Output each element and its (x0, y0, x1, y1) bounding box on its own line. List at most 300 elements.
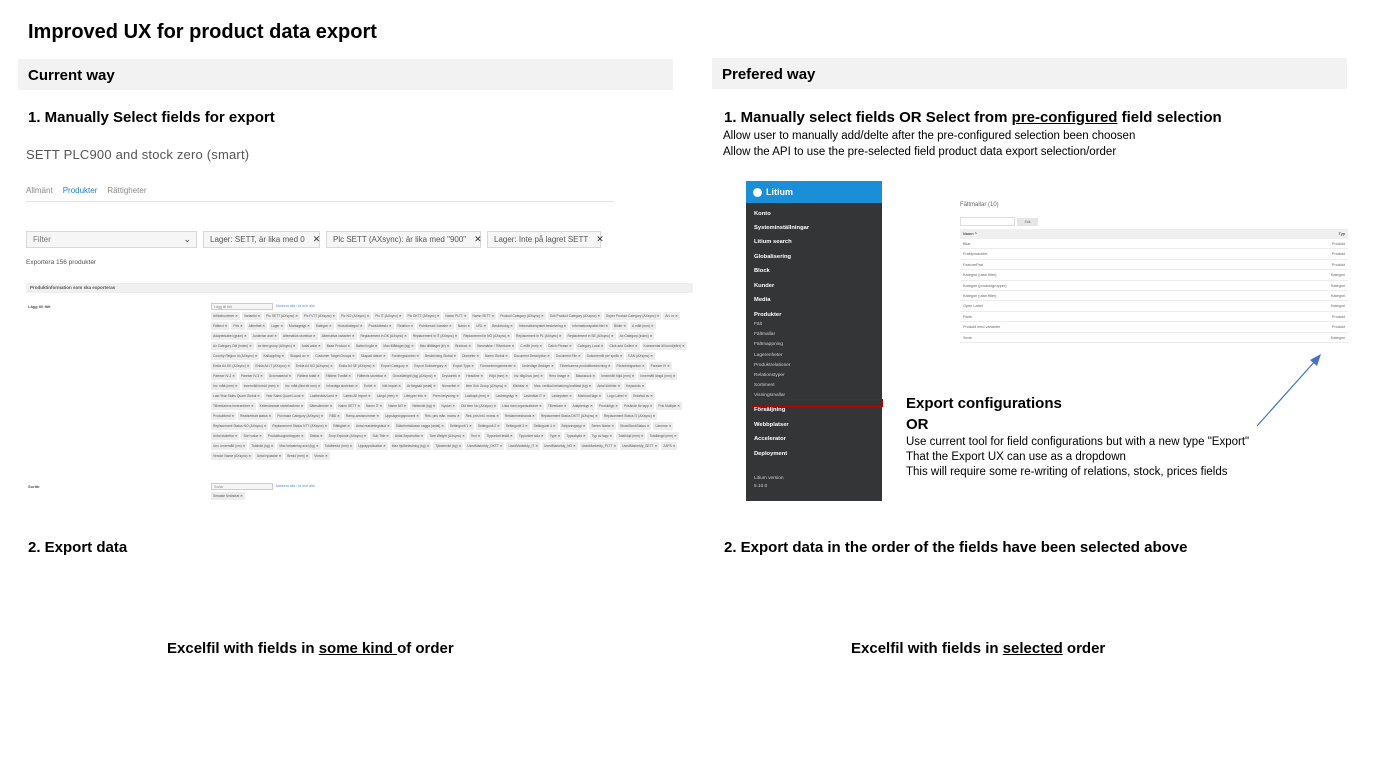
tab-divider (26, 201, 614, 202)
field-chip[interactable]: Antal reasteringsbud ✕ (354, 422, 392, 430)
sidebar-item[interactable]: Konto (754, 211, 771, 217)
field-chip[interactable]: Year Sales Quant Local ✕ (264, 392, 306, 400)
field-chip[interactable]: Prem belysning ✕ (431, 392, 461, 400)
field-chip[interactable]: Product Category (AXsync) ✕ (498, 312, 546, 320)
field-chip[interactable]: Klickbar ✕ (511, 382, 530, 390)
field-chip[interactable]: Vinsch ✕ (312, 452, 329, 460)
arrow-icon (1250, 350, 1330, 430)
field-chip[interactable]: C mått (mm) ✕ (518, 342, 544, 350)
field-chip[interactable]: Kommentar till kund(eller) ✕ (642, 342, 687, 350)
field-chip[interactable]: Justerbar axel ✕ (251, 332, 279, 340)
filter-chip[interactable] (326, 231, 481, 248)
field-chip[interactable]: Inv. tillgl.hus (cm) ✕ (512, 372, 545, 380)
field-chip[interactable]: Publicerad i kanaler ✕ (417, 322, 454, 330)
field-chip[interactable]: Underläge Ärskiger ✕ (520, 362, 556, 370)
field-chip[interactable]: Grovmaterial ✕ (267, 372, 293, 380)
field-chip[interactable]: Item Sub Group (AXsync) ✕ (464, 382, 509, 390)
field-chip[interactable]: Informationspaket beskrivning ✕ (517, 322, 568, 330)
row-name: Produkt med varianter (963, 325, 1001, 330)
field-chip[interactable]: Document Description ✕ (512, 352, 552, 360)
field-chip[interactable]: Drystorlek ✕ (440, 372, 462, 380)
field-chip[interactable]: Antal körbiter ✕ (595, 382, 622, 390)
field-chip[interactable]: Fälttexts storlekar ✕ (355, 372, 389, 380)
field-chip[interactable]: Rek. pris mån. moms ✕ (423, 412, 462, 420)
field-chip[interactable]: Uppsägningsprocent ✕ (383, 412, 421, 420)
field-chip[interactable]: Reklammeshands ✕ (503, 412, 537, 420)
field-chip[interactable]: UsedMarketdy_SETT ✕ (620, 442, 659, 450)
field-templates-search-input[interactable] (960, 217, 1015, 226)
field-chip[interactable]: Purchase Category (AXsync) ✕ (275, 412, 325, 420)
field-chip[interactable]: UsedMarketdy_DKTT ✕ (465, 442, 504, 450)
field-chip[interactable]: Namn PLTT ✕ (443, 312, 468, 320)
field-chip[interactable]: Enkla A4 NO (AXsync) ✕ (294, 362, 335, 370)
sidebar-item[interactable]: Block (754, 268, 770, 274)
field-chip[interactable]: Export Category ✕ (379, 362, 410, 370)
field-chip[interactable]: Lastsystem ✕ (550, 392, 574, 400)
field-chip[interactable]: Settingunit 4 ✕ (532, 422, 558, 430)
close-icon[interactable]: ✕ (474, 234, 482, 244)
field-chip[interactable]: Längd (mm) ✕ (375, 392, 400, 400)
field-chip[interactable]: Series Name ✕ (589, 422, 616, 430)
field-chip[interactable]: Ramp-anvisnummer ✕ (344, 412, 381, 420)
field-chip[interactable]: Tillverkarens produktbeskrivning ✕ (558, 362, 613, 370)
field-chip[interactable]: Produktsupportlappen ✕ (266, 432, 306, 440)
field-chip[interactable]: Typsakydd ✕ (564, 432, 587, 440)
field-chip[interactable]: Bilder ✕ (612, 322, 628, 330)
field-chip[interactable]: Alternativa storlekar ✕ (281, 332, 318, 340)
field-templates-table (960, 229, 1348, 343)
sidebar-item[interactable]: Accelerator (754, 436, 786, 442)
field-chip[interactable]: Huvudkategori ✕ (336, 322, 365, 330)
field-chip[interactable]: RBD ✕ (327, 412, 342, 420)
sidebar-header (746, 181, 882, 203)
field-chip[interactable]: Namn SETT ✕ (471, 312, 497, 320)
export-line: Use current tool for field configurations but with a new type "Export" (906, 436, 1250, 448)
export-configurations-title (906, 393, 1062, 435)
field-chip[interactable]: Tillverkarens leverantörer ✕ (211, 402, 256, 410)
field-chip[interactable]: Base Product ✕ (325, 342, 352, 350)
filter-chip-label: Lager: SETT, är lika med 0 (210, 235, 305, 244)
field-chip[interactable]: Diameter ✕ (460, 352, 481, 360)
field-chip[interactable]: Skapad datum ✕ (359, 352, 388, 360)
sidebar-brand: Litium (766, 187, 793, 197)
field-chip[interactable]: Nettovikt (kg) ✕ (410, 402, 437, 410)
field-chip[interactable]: Sub Product Category (AXsync) ✕ (548, 312, 602, 320)
sidebar-item[interactable]: Systeminställningar (754, 225, 810, 231)
column-type-header[interactable]: Typ (1338, 232, 1345, 236)
field-chip[interactable]: Prisände för lapp ✕ (622, 402, 655, 410)
field-chip[interactable]: Namn IT ✕ (364, 402, 384, 410)
export-profile-title: SETT PLC900 and stock zero (smart) (26, 147, 250, 162)
field-chip[interactable]: Artikelnummer ✕ (211, 312, 240, 320)
sidebar-item[interactable]: Fältmallar (754, 332, 776, 337)
field-chip[interactable]: Pris ✕ (231, 322, 244, 330)
field-chip[interactable]: Pareser IV-3 ✕ (239, 372, 265, 380)
field-chip[interactable]: Replacement in NO (AXsync) ✕ (461, 332, 512, 340)
sort-chip[interactable]: Senaste förändrat ✕ (211, 492, 245, 500)
field-chip[interactable]: Super Product Category (AXsync) ✕ (604, 312, 661, 320)
table-row[interactable] (960, 291, 1348, 301)
field-chip[interactable]: URL ✕ (474, 322, 488, 330)
filter-placeholder: Filter (33, 235, 51, 244)
field-chip[interactable]: Lastbeckts/Land ✕ (308, 392, 340, 400)
field-chip[interactable]: Enhet ✕ (362, 382, 378, 390)
export-count: Exportera 156 produkter (26, 259, 97, 266)
sidebar-item[interactable]: Litium search (754, 239, 792, 245)
field-chip[interactable]: Settingunit 3 ✕ (504, 422, 530, 430)
preferred-excel-note (851, 640, 1105, 657)
table-row[interactable] (960, 333, 1348, 343)
field-chip[interactable]: Höjd (mm) ✕ (487, 372, 510, 380)
field-chip[interactable]: Max hjulbelastning (kg) ✕ (390, 442, 431, 450)
select-all-link[interactable]: Markera alla / ta bort alla (276, 304, 315, 308)
field-chip[interactable]: Lifetyper Info ✕ (402, 392, 429, 400)
field-chip[interactable]: Kalkoppling ✕ (261, 352, 286, 360)
field-chip[interactable]: Inv. mått (fäst ett mm) ✕ (283, 382, 322, 390)
sort-select[interactable] (211, 483, 273, 490)
field-chip[interactable]: Tillverkare ✕ (546, 402, 569, 410)
preferred-step2-heading: 2. Export data in the order of the fields have been selected above (724, 539, 1188, 556)
field-chip[interactable]: Replacement Status DKTT (AXsync) ✕ (539, 412, 600, 420)
field-chip[interactable]: Beskrivning ✕ (490, 322, 515, 330)
field-chip[interactable]: Fordringskonton ✕ (390, 352, 421, 360)
export-line: That the Export UX can use as a dropdown (906, 451, 1126, 463)
field-chip[interactable]: Old item No (AXsync) ✕ (459, 402, 498, 410)
current-excel-prefix: Excelfil with fields in (167, 640, 319, 657)
field-chip[interactable]: Montagetyp ✕ (287, 322, 312, 330)
row-type: Produkt (1331, 314, 1345, 319)
preferred-note-2: Allow the API to use the pre-selected field product data export selection/order (723, 146, 1117, 158)
field-chip[interactable]: Kategori ✕ (314, 322, 334, 330)
field-chip[interactable]: Latest All Import ✕ (342, 392, 373, 400)
field-chip[interactable]: Rättighet ✕ (331, 422, 352, 430)
field-chip[interactable]: Country Region Id (AXsync) ✕ (211, 352, 259, 360)
page-title: Improved UX for product data export (28, 21, 377, 43)
row-name: Serie (963, 335, 972, 340)
table-row[interactable] (960, 281, 1348, 291)
field-chip[interactable]: Inkl.Import ✕ (380, 382, 403, 390)
filter-row (26, 231, 604, 248)
field-chip[interactable]: Innermått höjd (mm) ✕ (599, 372, 636, 380)
field-chip[interactable]: Lager ✕ (269, 322, 285, 330)
table-row[interactable] (960, 301, 1348, 311)
field-chip[interactable]: Blackstock ✕ (574, 372, 597, 380)
field-chip[interactable]: Plc SETT (AXsync) ✕ (264, 312, 300, 320)
field-chip[interactable]: Adapterkabel (gram) ✕ (211, 332, 249, 340)
field-chip[interactable]: Plc NO (AXsync) ✕ (339, 312, 371, 320)
field-chip[interactable]: Max tillåtlaget (kr) ✕ (418, 342, 452, 350)
field-chip[interactable]: Varumärke / Tillverkare ✕ (475, 342, 516, 350)
tab-1[interactable]: Produkter (63, 186, 98, 202)
field-chip[interactable]: Text ✕ (469, 432, 483, 440)
field-chip[interactable]: Max belastning axel (kg) ✕ (277, 442, 320, 450)
table-row[interactable] (960, 312, 1348, 322)
field-chip[interactable]: Click and Collect ✕ (607, 342, 639, 350)
field-chip[interactable]: Antal axlar ✕ (300, 342, 323, 350)
field-chip[interactable]: Settingunit 2 ✕ (476, 422, 502, 430)
field-chip[interactable]: Fälttext ✕ (211, 322, 229, 330)
field-chip[interactable]: Nyckel ✕ (439, 402, 456, 410)
field-chip[interactable]: Settingunit 1 ✕ (448, 422, 474, 430)
field-chip[interactable]: Tippunket sida ✕ (517, 432, 546, 440)
field-chip[interactable]: Realiserbart status ✕ (238, 412, 273, 420)
field-chip[interactable]: Batteri ingår ✕ (354, 342, 379, 350)
field-chip[interactable]: UsedMarketdy_IT ✕ (506, 442, 540, 450)
field-chip[interactable]: Replacement Status NO (AXsync) ✕ (211, 422, 268, 430)
field-chip[interactable]: Säkerhetsklasse nagga (antal) ✕ (394, 422, 446, 430)
field-chip[interactable]: Produktbeskr ✕ (367, 322, 394, 330)
current-excel-note (167, 640, 454, 657)
sidebar-item[interactable]: Relationstyper (754, 373, 785, 378)
field-chip[interactable]: Vendor Name (AXsync) ✕ (211, 452, 253, 460)
field-chip[interactable]: Pris Multiple ✕ (656, 402, 682, 410)
field-chip[interactable]: Tare Weight (AXsync) ✕ (427, 432, 466, 440)
sidebar-item[interactable]: Globalisering (754, 254, 792, 260)
table-row[interactable] (960, 260, 1348, 270)
field-chip[interactable]: Lastkapt (mm) ✕ (463, 392, 492, 400)
field-chip[interactable]: Bredd (mm) ✕ (285, 452, 310, 460)
field-templates-search-button[interactable]: Sök (1017, 218, 1038, 226)
field-chip[interactable]: Max tillåtlaget (kg) ✕ (381, 342, 415, 350)
row-name: Open Label (963, 304, 983, 309)
field-chip[interactable]: Replacement Status NTT (AXsync) ✕ (270, 422, 329, 430)
column-name-header[interactable]: Namn ^ (963, 232, 977, 236)
field-chip[interactable]: Numeritet ✕ (440, 382, 462, 390)
field-chip[interactable]: Antal staketlar ✕ (211, 432, 239, 440)
field-chip[interactable]: Enkla A4 SE (AXsync) ✕ (337, 362, 377, 370)
sort-select-all-link[interactable]: Markera alla / ta bort alla (276, 484, 315, 488)
table-row[interactable] (960, 322, 1348, 332)
field-chip[interactable]: Document File ✕ (554, 352, 583, 360)
preferred-way-band (712, 58, 1347, 89)
field-chip[interactable]: Innermått längd (mm) ✕ (638, 372, 677, 380)
field-chip[interactable]: Totalvikt (kg) ✕ (249, 442, 275, 450)
filter-chip-label: Plc SETT (AXsync): är lika med "900" (333, 235, 467, 244)
sidebar-item[interactable]: Produktrelationer (754, 363, 791, 368)
row-name: Kategori (utan filter) (963, 273, 997, 278)
field-chip[interactable]: Totalbredd (mm) ✕ (323, 442, 355, 450)
field-chip[interactable]: Typ av lapp ✕ (590, 432, 614, 440)
field-chip[interactable]: Variantid ✕ (242, 312, 262, 320)
field-chip[interactable]: Max. vertikal belastning kraftlast (kg) ✕ (532, 382, 593, 390)
field-chip[interactable]: Bredvax ✕ (453, 342, 473, 350)
field-chip[interactable]: Kettevärande storleksdimer ✕ (258, 402, 306, 410)
field-chip[interactable]: Namn Global ✕ (483, 352, 510, 360)
preferred-excel-suffix: order (1062, 640, 1106, 657)
sidebar-item[interactable]: Sortiment (754, 383, 775, 388)
litium-sidebar (746, 181, 882, 501)
field-chip[interactable]: Inv. mått (mm) ✕ (211, 382, 240, 390)
current-excel-suffix: of order (397, 640, 454, 657)
field-chip[interactable]: Beskrivning Global ✕ (423, 352, 458, 360)
field-chip[interactable]: Innermått bredd (mm) ✕ (242, 382, 281, 390)
field-chip[interactable]: Sort value ✕ (241, 432, 263, 440)
field-chip[interactable]: Lastmätat IT ✕ (522, 392, 548, 400)
field-chip[interactable]: Hero Image ✕ (547, 372, 572, 380)
field-chip[interactable]: Ax Category Old (index) ✕ (211, 342, 254, 350)
field-chip[interactable]: Skapad av ✕ (288, 352, 311, 360)
field-chip[interactable]: Headline ✕ (464, 372, 485, 380)
row-name: Kategori (utan filter) (963, 293, 997, 298)
field-chip[interactable]: Realtion ✕ (396, 322, 416, 330)
sidebar-item[interactable]: Media (754, 297, 771, 303)
field-chip[interactable]: Type ✕ (548, 432, 563, 440)
current-way-band (18, 59, 673, 90)
close-icon[interactable]: ✕ (596, 234, 604, 244)
field-chip[interactable]: Namn NO ✕ (386, 402, 408, 410)
table-header (960, 229, 1348, 239)
field-chip[interactable]: Lastningstyp ✕ (494, 392, 520, 400)
field-chip[interactable]: Lärmnar ✕ (653, 422, 673, 430)
sidebar-item[interactable]: Försäljning (754, 407, 786, 413)
field-chip[interactable]: Produktbeid ✕ (211, 412, 236, 420)
row-name: Bilar (963, 242, 971, 246)
field-chip[interactable]: Plc IT (AXsync) ✕ (373, 312, 403, 320)
field-chip[interactable]: Logo Label ✕ (605, 392, 629, 400)
field-chip[interactable]: Totallängd (mm) ✕ (647, 432, 678, 440)
preferred-step1-prefix: 1. Manually select fields OR Select from (724, 109, 1012, 126)
field-chip[interactable]: Sätesdimmer ✕ (307, 402, 334, 410)
table-row[interactable] (960, 239, 1348, 249)
filter-chip[interactable] (487, 231, 604, 248)
field-chip[interactable]: Replacement in IT (AXsync) ✕ (411, 332, 460, 340)
field-chip[interactable]: Totalhöjd (mm) ✕ (616, 432, 645, 440)
field-chip[interactable]: Uppäppoökation ✕ (356, 442, 388, 450)
field-chip[interactable]: Status ✕ (308, 432, 325, 440)
field-chip[interactable]: Pareser IV ✕ (649, 362, 672, 370)
field-chip[interactable]: Tippunket teskli ✕ (484, 432, 514, 440)
sidebar-item[interactable]: Lagerenheter (754, 353, 783, 358)
row-name: Fraktprodukter (963, 252, 988, 257)
sidebar-item[interactable]: Kunder (754, 283, 775, 289)
field-chip[interactable]: Drop Explode (AXsync) ✕ (327, 432, 369, 440)
field-chip[interactable]: Marknad lägs ✕ (576, 392, 603, 400)
field-chip[interactable]: Replacement Status IT (AXsync) ✕ (602, 412, 657, 420)
field-chip[interactable]: Enkelsd av ✕ (631, 392, 655, 400)
preferred-way-label: Prefered way (722, 66, 816, 83)
sidebar-item[interactable]: Fältmappning (754, 342, 784, 347)
field-chip[interactable]: Namn ✕ (456, 322, 472, 330)
field-chip[interactable]: Category Local ✕ (576, 342, 606, 350)
export-configurations-heading: Export configurations (906, 395, 1062, 412)
table-row[interactable] (960, 249, 1348, 259)
selected-fields-list (211, 312, 693, 460)
tab-2[interactable]: Rättigheter (107, 186, 147, 195)
export-configurations-or: OR (906, 416, 929, 433)
field-chip[interactable]: Produktlyp ✕ (597, 402, 620, 410)
field-chip[interactable]: Antal hjulaxlar ✕ (255, 452, 283, 460)
field-chip[interactable]: EAN (AXsync) ✕ (626, 352, 655, 360)
sidebar-item[interactable]: Fält (754, 322, 762, 327)
row-type: Produkt (1331, 262, 1345, 267)
field-chip[interactable]: Adapterkyp ✕ (571, 402, 595, 410)
field-chip[interactable]: Replacement in PL (AXsync) ✕ (514, 332, 564, 340)
field-chip[interactable]: Enkla A4 IT (AXsync) ✕ (253, 362, 292, 370)
sidebar-item[interactable]: Produkter (754, 312, 782, 318)
filter-dropdown[interactable] (26, 231, 197, 248)
field-chip[interactable]: Replacement in SE (AXsync) ✕ (566, 332, 616, 340)
field-chip[interactable]: Pareser IV-2 ✕ (211, 372, 237, 380)
preferred-note-1: Allow user to manually add/delte after the pre-configured selection been choosen (723, 130, 1136, 142)
field-chip[interactable]: ZAPS ✕ (661, 442, 677, 450)
field-chip[interactable]: Plc DKTT (AXsync) ✕ (406, 312, 442, 320)
field-chip[interactable]: Catch Phrase ✕ (546, 342, 574, 350)
sort-placeholder: Sortär (214, 485, 224, 489)
field-chip[interactable]: Belysningstyp ✕ (560, 422, 588, 430)
field-chip[interactable]: Customer Target Groups ✕ (313, 352, 357, 360)
field-chip[interactable]: Lista med organisationer ✕ (500, 402, 544, 410)
preferred-step1-heading (724, 109, 1222, 126)
field-chip[interactable]: Fälttext Tvmått ✕ (324, 372, 353, 380)
row-type: Kategori (1330, 335, 1345, 340)
row-type: Kategori (1330, 293, 1345, 298)
field-chip[interactable]: Art. nr ✕ (663, 312, 680, 320)
sort-label: Sortär (28, 484, 40, 489)
field-chip[interactable]: Alternativa varianter ✕ (320, 332, 357, 340)
field-chip[interactable]: Informationspaket titel ✕ (570, 322, 610, 330)
field-chip[interactable]: Fälttext totalt ✕ (295, 372, 321, 380)
field-chip[interactable]: Plc PLTT (AXsync) ✕ (302, 312, 337, 320)
field-chip[interactable]: GrossWeight (kg) (AXsync) ✕ (391, 372, 438, 380)
field-chip[interactable]: Allbethet ✕ (247, 322, 267, 330)
preferred-step1-suffix: field selection (1117, 109, 1222, 126)
field-chip[interactable]: Unv. innermått (cm) ✕ (211, 442, 247, 450)
field-chip[interactable]: ShowStockStatus ✕ (618, 422, 651, 430)
current-excel-underlined: some kind (318, 640, 398, 657)
sidebar-item[interactable]: Deployment (754, 451, 788, 457)
field-chip[interactable]: ax item group (AXsync) ✕ (256, 342, 298, 350)
sidebar-item[interactable]: Webbplatser (754, 422, 789, 428)
field-templates-title: Fältmallar (10) (960, 202, 999, 208)
field-chip[interactable]: Keywords ✕ (624, 382, 646, 390)
sidebar-item[interactable]: Visningsmallar (754, 393, 786, 398)
export-configurations-text (906, 435, 1249, 480)
field-chip[interactable]: UsedMarketdy_NO ✕ (542, 442, 578, 450)
field-chip[interactable]: Enkla A4 DK (AXsync) ✕ (211, 362, 251, 370)
field-chip[interactable]: Tjänstevikt (kg) ✕ (433, 442, 463, 450)
row-name: Parts (963, 314, 972, 319)
field-chip[interactable]: Replacement in DK (AXsync) ✕ (359, 332, 409, 340)
field-chip[interactable]: Inkrediga storleken ✕ (324, 382, 359, 390)
field-chip[interactable]: Sub Title ✕ (370, 432, 390, 440)
close-icon[interactable]: ✕ (312, 234, 321, 244)
field-chip[interactable]: Export Subcategory ✕ (412, 362, 449, 370)
panel-header: Produktinformation som ska exporteras (26, 283, 693, 293)
field-chip[interactable]: Export Type ✕ (451, 362, 476, 370)
field-chip[interactable]: A mått (mm) ✕ (630, 322, 656, 330)
field-chip[interactable]: Förmonteringsintorder ✕ (478, 362, 518, 370)
field-chip[interactable]: Ax Category (index) ✕ (618, 332, 655, 340)
table-row[interactable] (960, 270, 1348, 280)
row-name: FeaturePart (963, 262, 984, 267)
version-label: Litium version (754, 476, 784, 481)
row-type: Kategori (1330, 283, 1345, 288)
field-chip[interactable]: Är färgsak (antal) ✕ (405, 382, 438, 390)
tab-0[interactable]: Allmänt (26, 186, 53, 195)
field-chip[interactable]: Last Year Sales Quant Global ✕ (211, 392, 262, 400)
field-chip[interactable]: Rek. pris inkl. moms ✕ (464, 412, 501, 420)
row-type: Kategori (1330, 304, 1345, 309)
add-field-select[interactable] (211, 303, 273, 310)
field-chip[interactable]: UsedMarketdy_PLTT ✕ (580, 442, 618, 450)
field-chip[interactable]: Förankringsekon ✕ (615, 362, 647, 370)
current-way-label: Current way (28, 67, 115, 84)
field-chip[interactable]: Dokumentfil per språk ✕ (585, 352, 625, 360)
field-chip[interactable]: Antal Separruttar ✕ (393, 432, 426, 440)
filter-chip[interactable] (203, 231, 320, 248)
field-chip[interactable]: Namn SETT ✕ (336, 402, 362, 410)
preferred-excel-prefix: Excelfil with fields in (851, 640, 1003, 657)
